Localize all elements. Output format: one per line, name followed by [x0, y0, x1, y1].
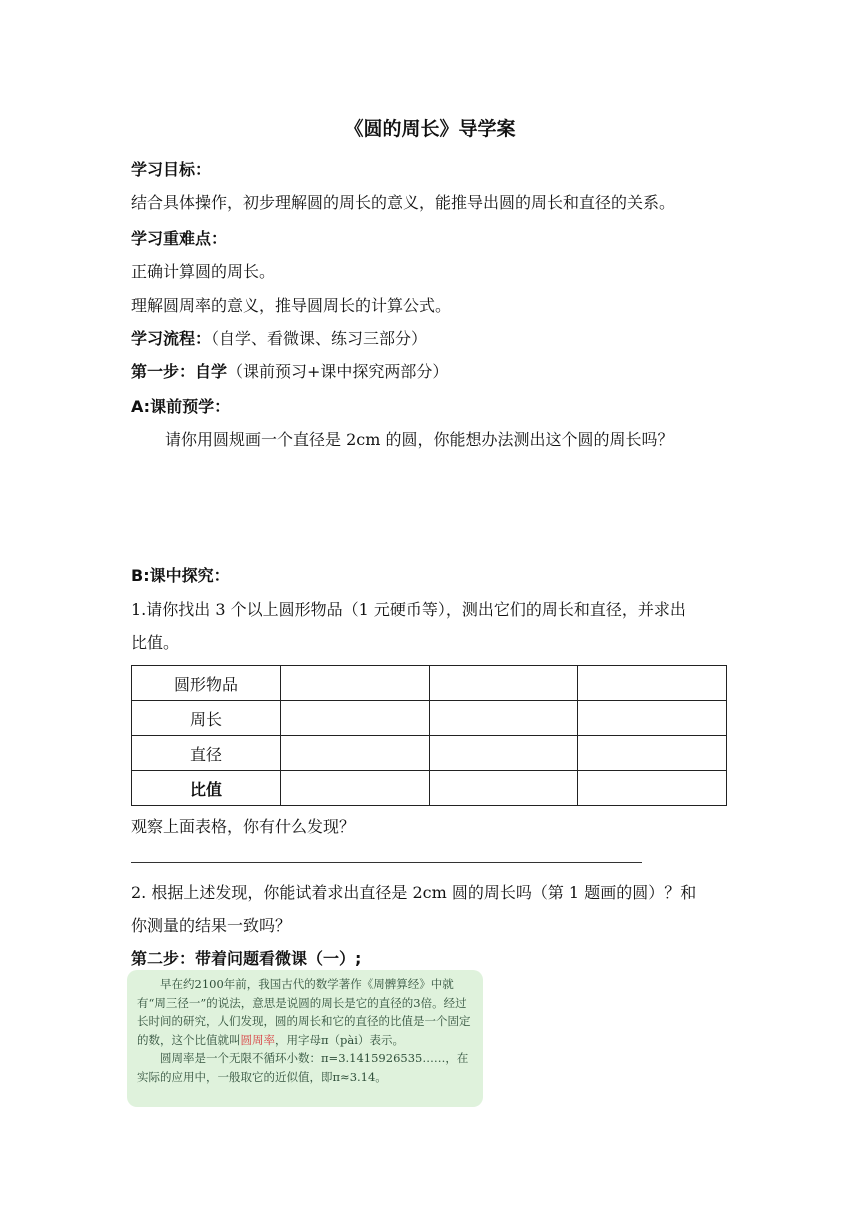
table-cell [429, 701, 578, 736]
document-title: 《圆的周长》导学案 [344, 118, 516, 140]
flow-text: （自学、看微课、练习三部分） [211, 329, 428, 348]
table-cell [578, 701, 727, 736]
row-label: 周长 [132, 701, 281, 736]
table-cell [429, 666, 578, 701]
measurement-table [131, 665, 727, 806]
table-cell [578, 736, 727, 771]
pi-info-box [127, 970, 483, 1107]
table-cell [429, 736, 578, 771]
part-b-heading: B:课中探究： [131, 566, 230, 585]
flow-line [131, 326, 427, 349]
goal-text: 结合具体操作，初步理解圆的周长的意义，能推导出圆的周长和直径的关系。 [131, 193, 676, 212]
part-a-heading: A:课前预学： [131, 397, 231, 416]
observe-text: 观察上面表格，你有什么发现？ [131, 817, 356, 836]
step1-line [131, 359, 448, 382]
table-row [132, 736, 727, 771]
question-2-line-1: 2. 根据上述发现，你能试着求出直径是 2cm 圆的周长吗（第 1 题画的圆）？和 [131, 883, 697, 902]
key-point-2: 理解圆周率的意义，推导圆周长的计算公式。 [131, 296, 452, 315]
key-heading: 学习重难点： [131, 229, 228, 248]
part-b-question-1-line-2: 比值。 [131, 633, 180, 652]
table-cell [281, 771, 430, 806]
table-row [132, 666, 727, 701]
pi-term-highlight: 圆周率 [240, 1032, 275, 1047]
row-label: 比值 [132, 771, 281, 806]
step1-heading: 第一步：自学 [131, 362, 228, 381]
pi-info-paragraph-1: 早在约2100年前，我国古代的数学著作《周髀算经》中就有“周三径一”的说法，意思是说圆的周长是它的直径的3倍。经过长时间的研究，人们发现，圆的周长和它的直径的比值是一个固定的数，这个比值就叫圆周率，用字母π（pài）表示。 [137, 977, 471, 1047]
key-point-1: 正确计算圆的周长。 [131, 262, 276, 281]
table-row [132, 771, 727, 806]
table-cell [578, 771, 727, 806]
row-label: 直径 [132, 736, 281, 771]
table-row [132, 701, 727, 736]
pi-info-paragraph-2: 圆周率是一个无限不循环小数：π=3.1415926535……，在实际的应用中，一般取它的近似值，即π≈3.14。 [137, 1051, 469, 1084]
part-b-question-1-line-1: 1.请你找出 3 个以上圆形物品（1 元硬币等），测出它们的周长和直径，并求出 [131, 600, 686, 619]
question-2-line-2: 你测量的结果一致吗？ [131, 916, 292, 935]
goal-heading: 学习目标： [131, 160, 212, 179]
table-cell [281, 736, 430, 771]
table-cell [281, 701, 430, 736]
step1-text: （课前预习+课中探究两部分） [227, 362, 449, 381]
table-cell [281, 666, 430, 701]
row-label: 圆形物品 [132, 666, 281, 701]
answer-line [131, 862, 642, 863]
part-a-question: 请你用圆规画一个直径是 2cm 的圆，你能想办法测出这个圆的周长吗？ [165, 430, 674, 449]
flow-heading: 学习流程： [131, 329, 212, 348]
table-cell [578, 666, 727, 701]
table-cell [429, 771, 578, 806]
step2-heading: 第二步：带着问题看微课（一）; [131, 949, 362, 968]
